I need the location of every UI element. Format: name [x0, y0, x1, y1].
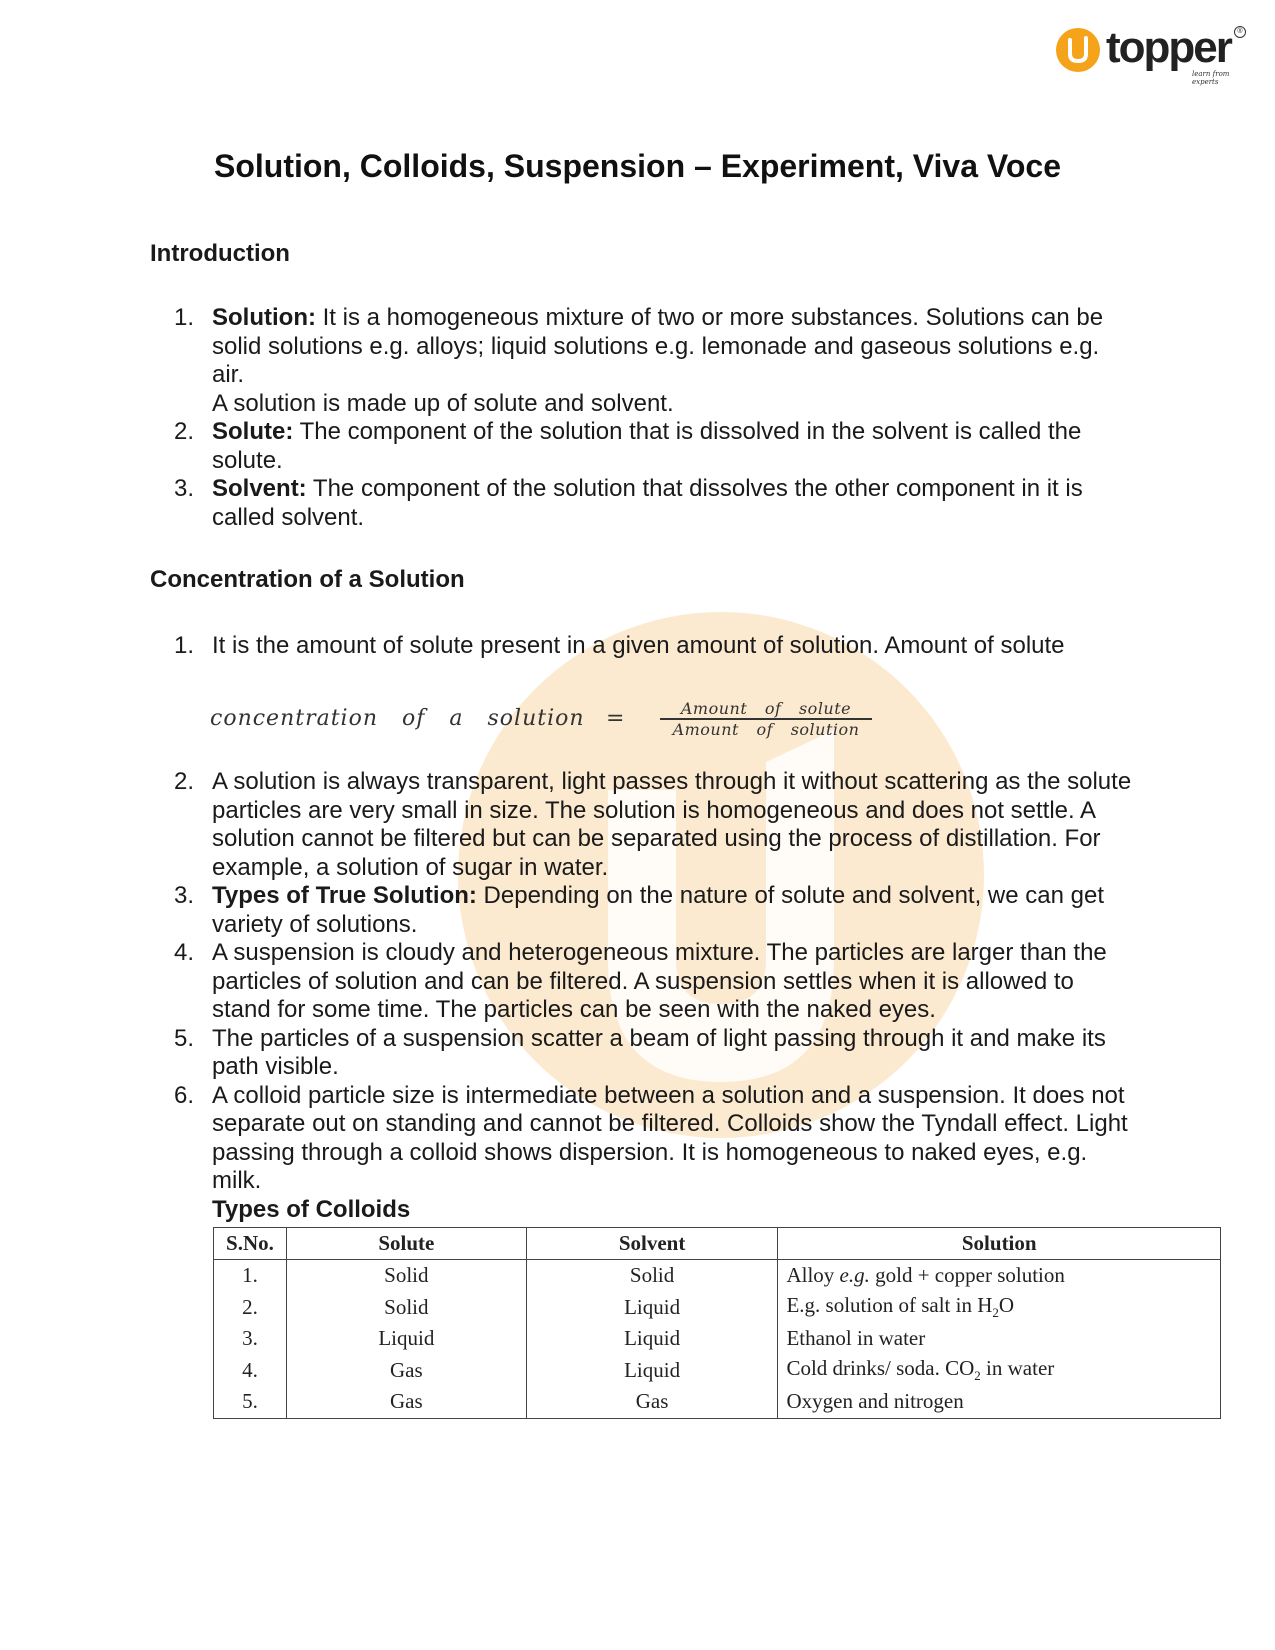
cell-solution: Alloy e.g. gold + copper solution — [778, 1260, 1221, 1292]
item-term: Solvent: — [212, 475, 307, 502]
page-title: Solution, Colloids, Suspension – Experiment, Viva Voce — [214, 148, 1061, 184]
list-item — [174, 768, 1132, 882]
item-number: 2. — [174, 418, 195, 445]
table-row — [214, 1292, 1221, 1324]
list-item — [174, 939, 1132, 1025]
item-number: 3. — [174, 882, 195, 909]
u-logo-icon — [1056, 28, 1100, 72]
types-of-colloids-heading: Types of Colloids — [212, 1196, 411, 1223]
table-row — [214, 1386, 1221, 1418]
list-item — [174, 632, 1132, 661]
cell-sno: 5. — [214, 1386, 287, 1418]
item-number: 1. — [174, 632, 195, 659]
cell-solution: Cold drinks/ soda. $CO_2$ in water — [778, 1355, 1221, 1387]
brand-tagline: learn from experts — [1192, 70, 1230, 86]
cell-solution: E.g. solution of salt in $H_2O$ — [778, 1292, 1221, 1324]
table-row — [214, 1355, 1221, 1387]
list-item — [174, 304, 1132, 418]
item-text: A colloid particle size is intermediate between a solution and a suspension. It does not separate out on standing and cannot be filtered. Colloids show the Tyndall effect. Light passing through a colloid shows dispersion. It is homogeneous to naked eyes, e.g. milk. — [212, 1081, 1128, 1194]
cell-solute: Solid — [286, 1260, 526, 1292]
cell-solute: Solid — [286, 1292, 526, 1324]
formula-fraction — [660, 700, 872, 739]
list-item — [174, 1024, 1132, 1082]
item-text: It is the amount of solute present in a given amount of solution. Amount of solute — [212, 632, 1065, 659]
item-term: Solution: — [212, 304, 316, 331]
formula-equals: = — [606, 706, 625, 731]
cell-solute: Gas — [286, 1386, 526, 1418]
item-number: 5. — [174, 1024, 195, 1052]
introduction-list — [174, 304, 1132, 532]
cell-solute: Gas — [286, 1355, 526, 1387]
registered-mark: ® — [1234, 26, 1246, 38]
item-text: A suspension is cloudy and heterogeneous mixture. The particles are larger than the particles of solution and can be filtered. A suspension settles when it is allowed to stand for some time. The particles can be seen with the naked eyes. — [212, 939, 1107, 1023]
cell-solvent: Liquid — [526, 1292, 778, 1324]
cell-sno: 3. — [214, 1323, 287, 1355]
list-item — [174, 418, 1132, 475]
cell-solvent: Solid — [526, 1260, 778, 1292]
table-header-row — [214, 1228, 1221, 1260]
item-text: A solution is always transparent, light passes through it without scattering as the solute particles are very small in size. The solution is homogeneous and does not settle. A solution cannot be filtered but can be separated using the process of distillation. For example, a solution of sugar in water. — [212, 768, 1132, 881]
cell-sno: 4. — [214, 1355, 287, 1387]
column-header-solution: Solution — [778, 1228, 1221, 1260]
cell-sno: 1. — [214, 1260, 287, 1292]
cell-solute: Liquid — [286, 1323, 526, 1355]
item-text: The component of the solution that is dissolved in the solvent is called the solute. — [212, 418, 1082, 474]
item-number: 6. — [174, 1081, 195, 1109]
list-item — [174, 1081, 1132, 1196]
introduction-heading: Introduction — [150, 240, 290, 267]
column-header-solute: Solute — [286, 1228, 526, 1260]
brand-wordmark: topper — [1106, 23, 1231, 72]
table-row — [214, 1260, 1221, 1292]
item-term: Solute: — [212, 418, 294, 445]
column-header-solvent: Solvent — [526, 1228, 778, 1260]
item-text: The component of the solution that dissolves the other component in it is called solvent. — [212, 475, 1083, 531]
item-term: Types of True Solution: — [212, 882, 477, 909]
item-text: It is a homogeneous mixture of two or more substances. Solutions can be solid solutions e.g. alloys; liquid solutions e.g. lemonade and gaseous solutions e.g. air. — [212, 304, 1104, 388]
item-number: 4. — [174, 939, 195, 966]
item-number: 2. — [174, 768, 195, 795]
cell-solvent: Liquid — [526, 1355, 778, 1387]
item-extra-text: A solution is made up of solute and solvent. — [212, 389, 674, 417]
cell-sno: 2. — [214, 1292, 287, 1324]
concentration-list-rest — [174, 768, 1132, 1196]
formula-denominator: Amount of solution — [672, 719, 860, 739]
column-header-sno: S.No. — [214, 1228, 287, 1260]
cell-solvent: Liquid — [526, 1323, 778, 1355]
item-text: Depending on the nature of solute and solvent, we can get variety of solutions. — [212, 882, 1104, 938]
colloids-table — [213, 1227, 1221, 1419]
list-item — [174, 475, 1132, 532]
concentration-list-first — [174, 632, 1132, 661]
formula-lhs: concentration of a solution — [210, 706, 585, 731]
item-text: The particles of a suspension scatter a beam of light passing through it and make its path visible. — [212, 1024, 1106, 1080]
item-number: 3. — [174, 475, 195, 502]
concentration-heading: Concentration of a Solution — [150, 566, 465, 593]
item-number: 1. — [174, 304, 195, 331]
table-row — [214, 1323, 1221, 1355]
cell-solution: Oxygen and nitrogen — [778, 1386, 1221, 1418]
cell-solution: Ethanol in water — [778, 1323, 1221, 1355]
list-item — [174, 882, 1132, 939]
cell-solvent: Gas — [526, 1386, 778, 1418]
brand-logo — [1056, 22, 1256, 84]
concentration-formula — [210, 700, 890, 748]
formula-numerator: Amount of solute — [680, 699, 852, 718]
